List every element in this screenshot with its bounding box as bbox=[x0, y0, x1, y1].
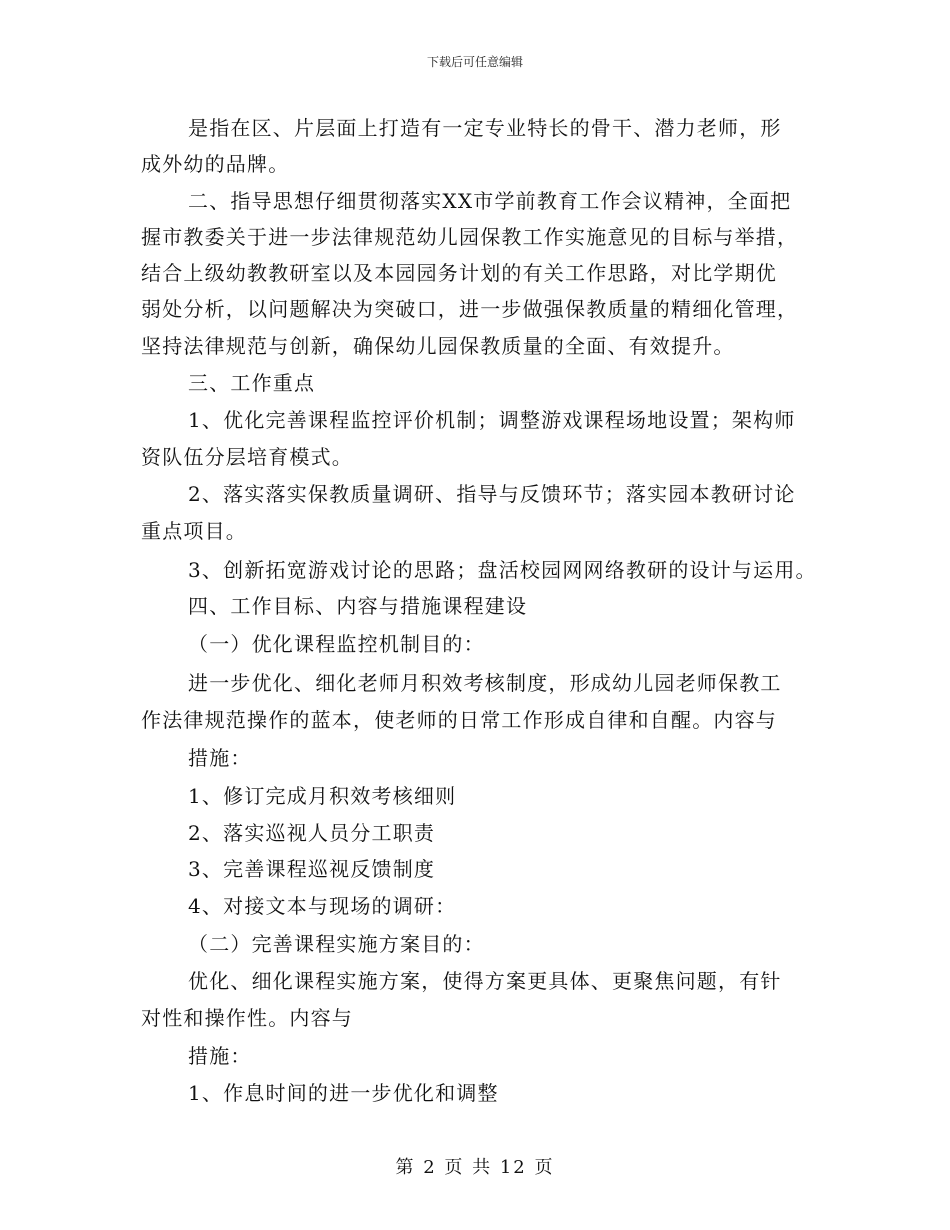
text-line: 优化、细化课程实施方案，使得方案更具体、更聚焦问题，有针 bbox=[188, 969, 782, 993]
text-line: 措施： bbox=[188, 1044, 252, 1068]
text-line: 成外幼的品牌。 bbox=[141, 152, 290, 176]
section-heading: 四、工作目标、内容与措施课程建设 bbox=[188, 594, 528, 618]
list-item: 1、修订完成月积效考核细则 bbox=[188, 784, 457, 808]
text-line: 是指在区、片层面上打造有一定专业特长的骨干、潜力老师，形 bbox=[188, 116, 782, 140]
list-item: 4、对接文本与现场的调研： bbox=[188, 894, 457, 918]
list-item: 2、落实巡视人员分工职责 bbox=[188, 821, 436, 845]
list-item: 3、完善课程巡视反馈制度 bbox=[188, 857, 436, 881]
text-line: 措施： bbox=[188, 746, 252, 770]
text-line: 重点项目。 bbox=[141, 519, 247, 543]
text-line: 进一步优化、细化老师月积效考核制度，形成幼儿园老师保教工 bbox=[188, 671, 782, 695]
page-footer: 第 2 页 共 12 页 bbox=[395, 1157, 555, 1178]
text-line: 弱处分析，以问题解决为突破口，进一步做强保教质量的精细化管理， bbox=[141, 297, 799, 321]
section-heading: 三、工作重点 bbox=[188, 371, 316, 395]
subsection-heading: （一）优化课程监控机制目的： bbox=[188, 632, 485, 656]
subsection-heading: （二）完善课程实施方案目的： bbox=[188, 932, 485, 956]
text-line: 1、优化完善课程监控评价机制；调整游戏课程场地设置；架构师 bbox=[188, 408, 796, 432]
text-line: 作法律规范操作的蓝本，使老师的日常工作形成自律和自醒。内容与 bbox=[141, 708, 777, 732]
text-line: 坚持法律规范与创新，确保幼儿园保教质量的全面、有效提升。 bbox=[141, 334, 735, 358]
page-header: 下载后可任意编辑 bbox=[426, 55, 523, 69]
text-line: 握市教委关于进一步法律规范幼儿园保教工作实施意见的目标与举措， bbox=[141, 225, 799, 249]
text-line: 2、落实落实保教质量调研、指导与反馈环节；落实园本教研讨论 bbox=[188, 482, 796, 506]
text-line: 结合上级幼教教研室以及本园园务计划的有关工作思路，对比学期优 bbox=[141, 261, 777, 285]
text-line: 二、指导思想仔细贯彻落实XX市学前教育工作会议精神，全面把 bbox=[188, 189, 792, 213]
list-item: 1、作息时间的进一步优化和调整 bbox=[188, 1081, 499, 1105]
text-line: 资队伍分层培育模式。 bbox=[141, 445, 353, 469]
text-line: 对性和操作性。内容与 bbox=[141, 1006, 353, 1030]
text-line: 3、创新拓宽游戏讨论的思路；盘活校园网网络教研的设计与运用。 bbox=[188, 558, 817, 582]
